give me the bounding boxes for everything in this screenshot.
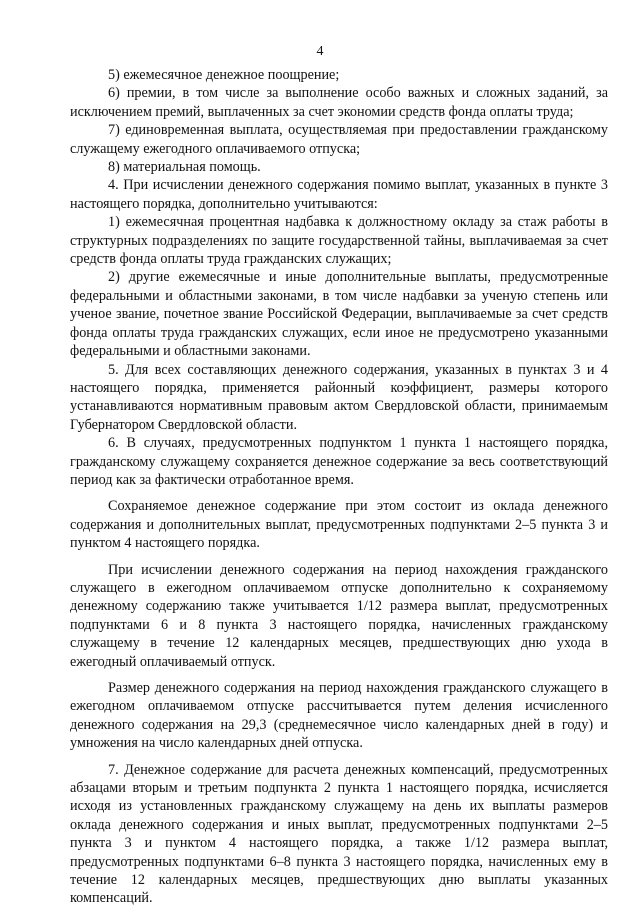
paragraph-4-2: 2) другие ежемесячные и иные дополнительные выплаты, предусмотренные федеральными и областными законами, в том числе надбавки за ученую степень или ученое звание, почетное звание Российской Федерации, выплачиваемые за счет средств фонда оплаты труда гражданских служащих, если иное не предусмотрено указанными федеральными и областными законами. bbox=[70, 269, 608, 360]
paragraph-3-5: 5) ежемесячное денежное поощрение; bbox=[108, 67, 340, 83]
paragraph-3-6: 6) премии, в том числе за выполнение особо важных и сложных заданий, за исключением премий, выплаченных за счет экономии средств фонда оплаты труда; bbox=[70, 85, 608, 120]
paragraph-4-1: 1) ежемесячная процентная надбавка к должностному окладу за стаж работы в структурных подразделениях по защите государственной тайны, выплачиваемая за счет средств фонда оплаты труда гражданских служащих; bbox=[70, 214, 608, 268]
paragraph-4: 4. При исчислении денежного содержания помимо выплат, указанных в пункте 3 настоящего порядка, дополнительно учитываются: bbox=[70, 177, 608, 212]
paragraph-6-retained-pay: Сохраняемое денежное содержание при этом состоит из оклада денежного содержания и дополнительных выплат, предусмотренных подпунктами 2–5 пункта 3 и пунктом 4 настоящего порядка. bbox=[70, 498, 608, 552]
paragraph-5: 5. Для всех составляющих денежного содержания, указанных в пунктах 3 и 4 настоящего порядка, применяется районный коэффициент, размеры которого устанавливаются нормативным правовым актом Свердловской области, принимаемым Губернатором Свердловской области. bbox=[70, 361, 608, 433]
paragraph-6-vacation-size: Размер денежного содержания на период нахождения гражданского служащего в ежегодном оплачиваемом отпуске рассчитывается путем деления исчисленного денежного содержания на 29,3 (среднемесячное число календарных дней в году) и умножения на число календарных дней отпуска. bbox=[70, 680, 608, 752]
paragraph-3-7: 7) единовременная выплата, осуществляемая при предоставлении гражданскому служащему ежегодного оплачиваемого отпуска; bbox=[70, 122, 608, 157]
paragraph-6-vacation-calc: При исчислении денежного содержания на период нахождения гражданского служащего в ежегодном оплачиваемом отпуске дополнительно к сохраняемому денежному содержанию также учитывается 1/12 размера выплат, предусмотренных подпунктами 6 и 8 пункта 3 настоящего порядка, начисленных гражданскому служащему в течение 12 календарных месяцев, предшествующих дню ухода в ежегодный оплачиваемый отпуск. bbox=[70, 561, 608, 670]
document-body bbox=[70, 66, 608, 908]
paragraph-7: 7. Денежное содержание для расчета денежных компенсаций, предусмотренных абзацами вторым и третьим подпункта 2 пункта 1 настоящего порядка, исчисляется исходя из установленных гражданскому служащему на день их выплаты размеров оклада денежного содержания и иных выплат, предусмотренных подпунктами 2–5 пункта 3 и пунктом 4 настоящего порядка, а также 1/12 размера выплат, предусмотренных подпунктами 6–8 пункта 3 настоящего порядка, начисленных ему в течение 12 календарных месяцев, предшествующих дню выплаты указанных компенсаций. bbox=[70, 761, 608, 907]
paragraph-6: 6. В случаях, предусмотренных подпунктом 1 пункта 1 настоящего порядка, гражданскому служащему сохраняется денежное содержание за весь соответствующий период как за фактически отработанное время. bbox=[70, 435, 608, 488]
paragraph-3-8: 8) материальная помощь. bbox=[108, 159, 261, 176]
page-number: 4 bbox=[316, 44, 324, 59]
